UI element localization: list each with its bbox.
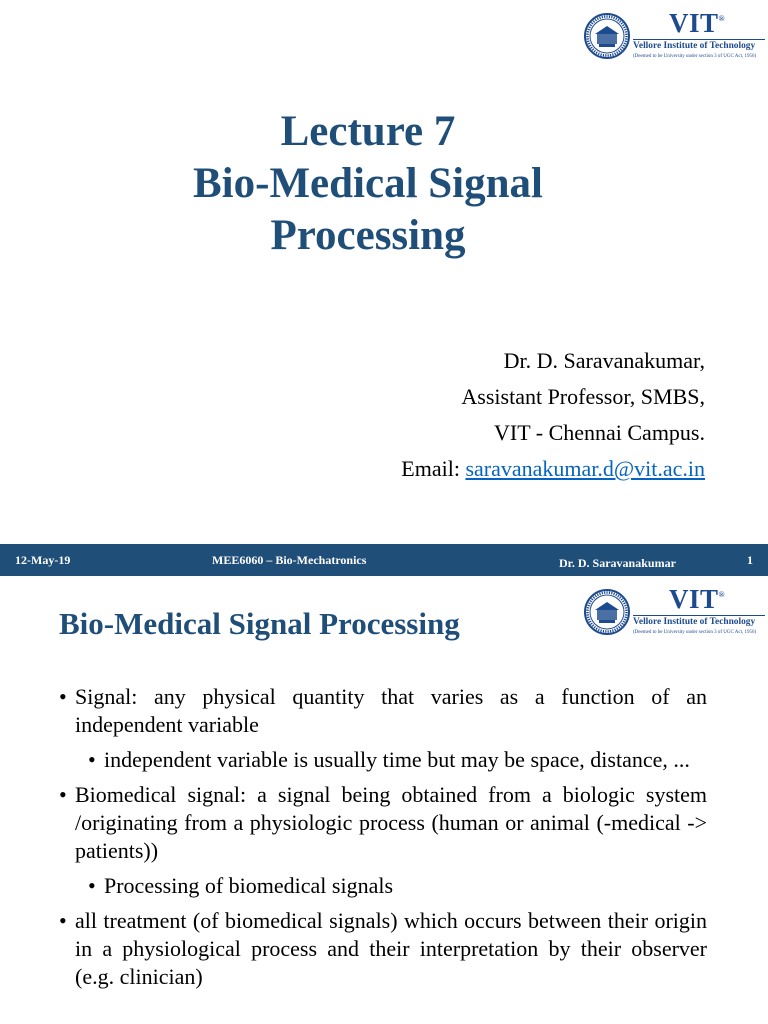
bullet-signal-definition: • Signal: any physical quantity that varies as a function of an independent variable	[59, 683, 707, 739]
title-line-3: Processing	[270, 212, 466, 259]
footer-author: Dr. D. Saravanakumar	[559, 556, 676, 570]
vit-logo	[583, 584, 765, 638]
email-label: Email:	[401, 456, 460, 481]
slide-2	[0, 576, 768, 1024]
logo-rule	[633, 615, 765, 616]
vit-seal-icon	[583, 588, 631, 636]
logo-institute-name: Vellore Institute of Technology	[633, 41, 756, 51]
footer-page-number: 1	[747, 553, 753, 567]
title-line-1: Lecture 7	[280, 108, 456, 155]
bullet-treatment: • all treatment (of biomedical signals) which occurs between their origin in a physiological process and their interpretation by their observer (e.g. clinician)	[59, 907, 707, 991]
vit-seal-icon	[583, 12, 631, 60]
email-link[interactable]: saravanakumar.d@vit.ac.in	[465, 456, 705, 481]
footer-date: 12-May-19	[15, 553, 71, 567]
vit-wordmark: VIT®	[669, 8, 725, 38]
title-line-2: Bio-Medical Signal	[193, 160, 543, 207]
slide-title: Bio-Medical Signal Processing	[59, 606, 460, 641]
vit-wordmark: VIT®	[669, 584, 725, 614]
sub-bullet-processing: • Processing of biomedical signals	[88, 872, 707, 900]
bullet-list	[59, 683, 707, 998]
lecture-title	[0, 106, 736, 262]
author-position: Assistant Professor, SMBS,	[461, 384, 705, 409]
author-info	[401, 343, 705, 487]
author-campus: VIT - Chennai Campus.	[493, 420, 705, 445]
author-name: Dr. D. Saravanakumar,	[503, 348, 705, 373]
footer-course: MEE6060 – Bio-Mechatronics	[212, 553, 367, 567]
bullet-biomedical-signal: • Biomedical signal: a signal being obtained from a biologic system /originating from a physiologic process (human or animal (-medical -> patients))	[59, 781, 707, 865]
author-email-line	[401, 451, 705, 487]
sub-bullet-independent-variable: • independent variable is usually time but may be space, distance, ...	[88, 746, 707, 774]
logo-deemed-text: (Deemed to be University under section 3 of UGC Act, 1956)	[633, 630, 757, 635]
logo-deemed-text: (Deemed to be University under section 3 of UGC Act, 1956)	[633, 54, 757, 59]
logo-rule	[633, 39, 765, 40]
vit-logo	[583, 8, 765, 62]
logo-institute-name: Vellore Institute of Technology	[633, 617, 756, 627]
slide-footer	[0, 544, 768, 576]
